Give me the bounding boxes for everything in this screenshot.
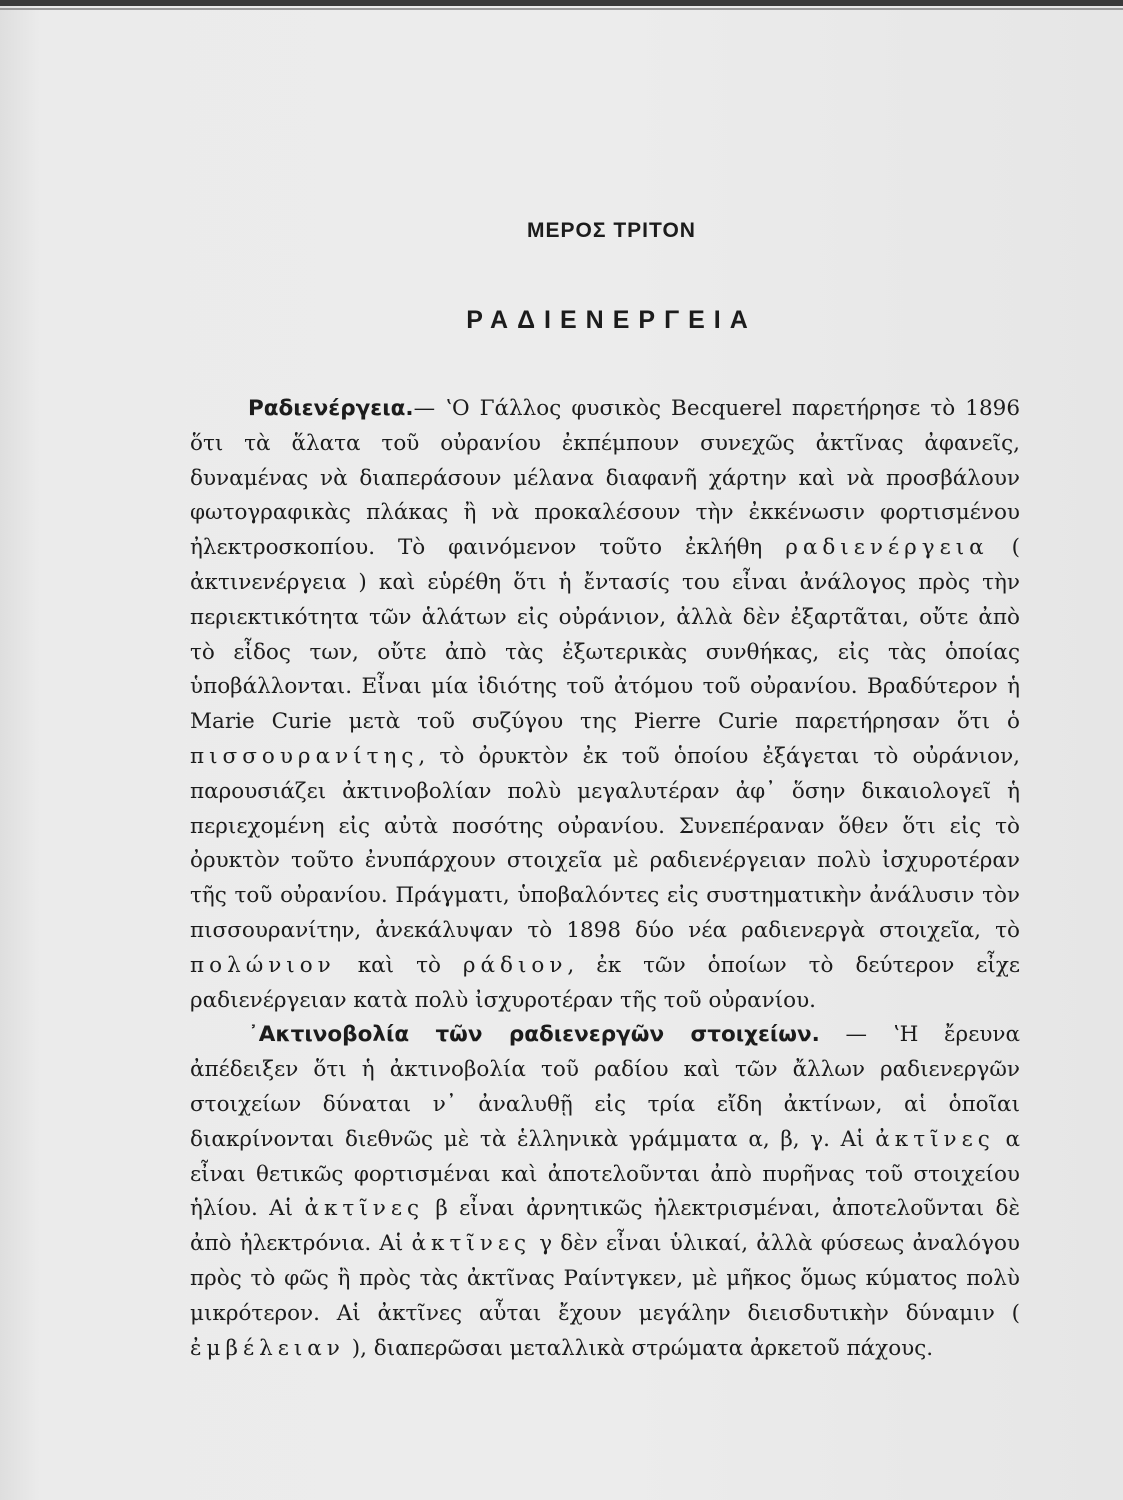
top-edge-rule xyxy=(0,0,1123,6)
top-edge-shadow xyxy=(0,8,1123,10)
text-segment: — ʽΟ Γάλλος φυσικὸς Becquerel παρετήρησε τὸ 1896 ὅτι τὰ ἅλατα τοῦ οὐρανίου ἐκπέμπουν συνεχῶς ἀκτῖνας ἀφανεῖς, δυναμένας νὰ διαπεράσουν μέλανα διαφανῆ χάρτην καὶ νὰ προσβάλουν φωτογραφικὰς πλάκας ἢ νὰ προκαλέσουν τὴν ἐκκένωσιν φορτισμένου ἠλεκτροσκοπίου. Τὸ φαινόμενον τοῦτο ἐκλήθη xyxy=(190,396,1020,561)
spaced-term: ἀκτῖνες xyxy=(304,1196,424,1222)
text-segment: , τὸ ὀρυκτὸν ἐκ τοῦ ὁποίου ἐξάγεται τὸ οὐράνιον, παρουσιάζει ἀκτινοβολίαν πολὺ μεγαλυτέραν ἀφ᾽ ὅσην δικαιολογεῖ ἡ περιεχομένη εἰς αὐτὰ ποσότης οὐρανίου. Συνεπέραναν ὅθεν ὅτι εἰς τὸ ὀρυκτὸν τοῦτο ἐνυπάρχουν στοιχεῖα μὲ ραδιενέργειαν πολὺ ἰσχυροτέραν τῆς τοῦ οὐρανίου. Πράγματι, ὑποβαλόντες εἰς συστηματικὴν ἀνάλυσιν τὸν πισσουρανίτην, ἀνεκάλυψαν τὸ 1898 δύο νέα ραδιενεργὰ στοιχεῖα, τὸ xyxy=(190,743,1020,943)
paragraph-heading: ᾽Ακτινοβολία τῶν ραδιενεργῶν στοιχείων. xyxy=(248,1022,820,1048)
text-segment: β εἶναι ἀρνητικῶς ἠλεκτρισμέναι, ἀποτελοῦνται δὲ ἀπὸ ἠλεκτρόνια. Αἱ xyxy=(190,1196,1020,1257)
spaced-term: ράδιον xyxy=(462,952,568,978)
text-segment: γ δὲν εἶναι ὑλικαί, ἀλλὰ φύσεως ἀναλόγου πρὸς τὸ φῶς ἢ πρὸς τὰς ἀκτῖνας Ραίντγκεν, μὲ μῆκος ὅμως κύματος πολὺ μικρότερον. Αἱ ἀκτῖνες αὗται ἔχουν μεγάλην διεισδυτικὴν δύναμιν ( xyxy=(190,1231,1020,1326)
body-text xyxy=(190,392,1020,1366)
spaced-term: πολώνιον xyxy=(190,952,336,978)
text-segment: ( ἀκτινενέργεια ) καὶ εὑρέθη ὅτι ἡ ἔντασίς του εἶναι ἀνάλογος πρὸς τὴν περιεκτικότητα τῶν ἁλάτων εἰς οὐράνιον, ἀλλὰ δὲν ἐξαρτᾶται, οὔτε ἀπὸ τὸ εἶδος των, οὔτε ἀπὸ τὰς ἐξωτερικὰς συνθήκας, εἰς τὰς ὁποίας ὑποβάλλονται. Εἶναι μία ἰδιότης τοῦ ἀτόμου τοῦ οὐρανίου. Βραδύτερον ἡ Marie Curie μετὰ τοῦ συζύγου της Pierre Curie παρετήρησαν ὅτι ὁ xyxy=(190,535,1020,735)
text-segment: καὶ τὸ xyxy=(335,952,463,978)
part-title: ΜΕΡΟΣ ΤΡΙΤΟΝ xyxy=(527,219,696,242)
paragraph-radiation xyxy=(190,1018,1020,1366)
spaced-term: ἀκτῖνες xyxy=(875,1126,995,1152)
spaced-term: ἀκτῖνες xyxy=(411,1231,532,1257)
spaced-term: πισσουρανίτης xyxy=(190,743,419,769)
text-segment: , ἐκ τῶν ὁποίων τὸ δεύτερον εἶχε ραδιενέργειαν κατὰ πολὺ ἰσχυροτέραν τῆς τοῦ οὐρανίου. xyxy=(190,952,1020,1013)
paragraph-radioactivity xyxy=(190,392,1020,1018)
spaced-term: ἐμβέλειαν xyxy=(190,1335,345,1361)
chapter-title: ΡΑΔΙΕΝΕΡΓΕΙΑ xyxy=(466,306,757,334)
text-segment: ), διαπερῶσαι μεταλλικὰ στρώματα ἀρκετοῦ πάχους. xyxy=(344,1335,934,1361)
text-segment: — ʽΗ ἔρευνα ἀπέδειξεν ὅτι ἡ ἀκτινοβολία τοῦ ραδίου καὶ τῶν ἄλλων ραδιενεργῶν στοιχείων δύναται ν᾽ ἀναλυθῇ εἰς τρία εἴδη ἀκτίνων, αἱ ὁποῖαι διακρίνονται διεθνῶς μὲ τὰ ἑλληνικὰ γράμματα α, β, γ. Αἱ xyxy=(190,1022,1020,1152)
paragraph-heading: Ραδιενέργεια. xyxy=(248,396,414,421)
spaced-term: ραδιενέργεια xyxy=(785,535,989,561)
text-segment: α εἶναι θετικῶς φορτισμέναι καὶ ἀποτελοῦνται ἀπὸ πυρῆνας τοῦ στοιχείου ἡλίου. Αἱ xyxy=(190,1126,1020,1222)
